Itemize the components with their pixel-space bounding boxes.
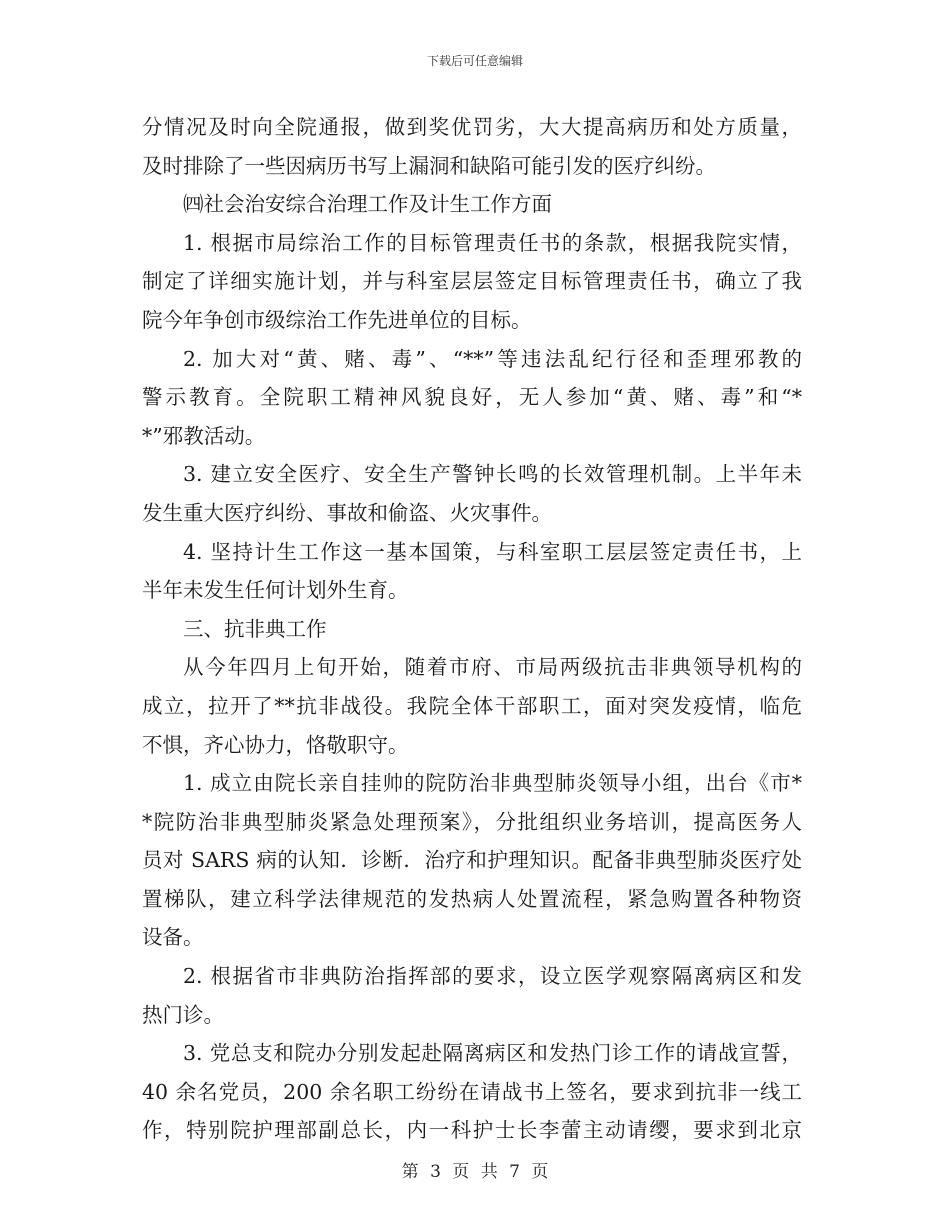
text-line: 及时排除了一些因病历书写上漏洞和缺陷可能引发的医疗纠纷。 (142, 153, 716, 178)
text-line: 2. 根据省市非典防治指挥部的要求，设立医学观察隔离病区和发 (183, 964, 802, 989)
text-line: 4. 坚持计生工作这一基本国策，与科室职工层层签定责任书，上 (183, 539, 802, 564)
text-line: 热门诊。 (142, 1002, 224, 1027)
text-line: 制定了详细实施计划，并与科室层层签定目标管理责任书，确立了我 (142, 269, 802, 294)
text-line: 院今年争创市级综治工作先进单位的目标。 (142, 307, 532, 332)
text-line: *院防治非典型肺炎紧急处理预案》，分批组织业务培训，提高医务人 (142, 809, 802, 834)
text-line: ㈣社会治安综合治理工作及计生工作方面 (183, 192, 552, 217)
text-line: 作，特别院护理部副总长，内一科护士长李蕾主动请缨，要求到北京 (142, 1118, 802, 1143)
text-line: 从今年四月上旬开始，随着市府、市局两级抗击非典领导机构的 (183, 655, 802, 680)
text-line: 1. 成立由院长亲自挂帅的院防治非典型肺炎领导小组，出台《市* (183, 771, 802, 796)
text-line: 成立，拉开了**抗非战役。我院全体干部职工，面对突发疫情，临危 (142, 693, 802, 718)
page-header: 下载后可任意编辑 (426, 54, 523, 68)
text-line: 设备。 (142, 925, 204, 950)
text-line: 警示教育。全院职工精神风貌良好，无人参加“黄、赌、毒”和“* (142, 385, 802, 410)
text-line: 40 余名党员，200 余名职工纷纷在请战书上签名，要求到抗非一线工 (142, 1079, 802, 1104)
document-body (142, 108, 802, 1150)
text-line: 3. 党总支和院办分别发起赴隔离病区和发热门诊工作的请战宣誓， (183, 1041, 802, 1066)
text-line: 发生重大医疗纠纷、事故和偷盗、火灾事件。 (142, 500, 552, 525)
text-line: 2. 加大对“黄、赌、毒”、“**”等违法乱纪行径和歪理邪教的 (183, 346, 802, 371)
text-line: 员对 SARS 病的认知．诊断．治疗和护理知识。配备非典型肺炎医疗处 (142, 848, 802, 873)
text-line: 置梯队，建立科学法律规范的发热病人处置流程，紧急购置各种物资 (142, 886, 802, 911)
text-line: 1. 根据市局综治工作的目标管理责任书的条款，根据我院实情， (183, 230, 802, 255)
page-number: 第 3 页 共 7 页 (401, 1162, 549, 1182)
text-line: 3. 建立安全医疗、安全生产警钟长鸣的长效管理机制。上半年未 (183, 462, 802, 487)
text-line: 三、抗非典工作 (183, 616, 327, 641)
text-line: 半年未发生任何计划外生育。 (142, 578, 409, 603)
text-line: 不惧，齐心协力，恪敬职守。 (142, 732, 409, 757)
text-line: *”邪教活动。 (142, 423, 266, 448)
text-line: 分情况及时向全院通报，做到奖优罚劣，大大提高病历和处方质量， (142, 115, 802, 139)
